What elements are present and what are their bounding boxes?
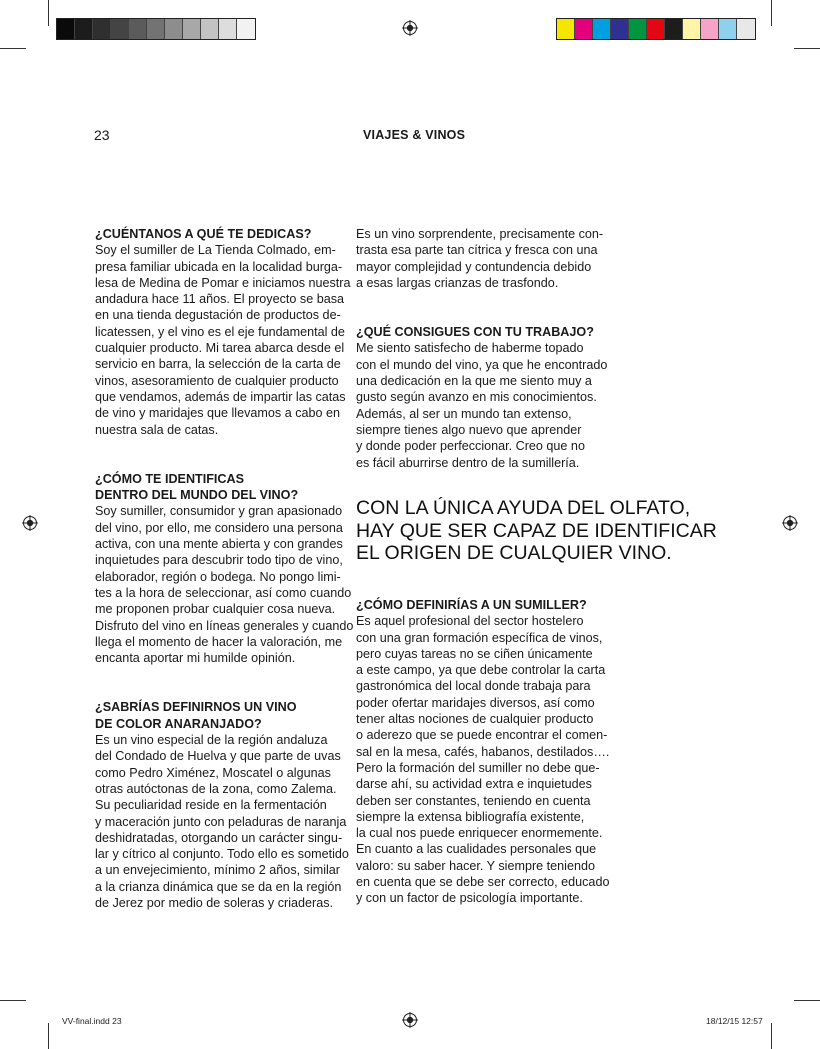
color-swatch	[57, 19, 75, 39]
color-swatch	[129, 19, 147, 39]
article-column-left	[95, 226, 354, 944]
page-number: 23	[94, 127, 110, 143]
body-text-line: inquietudes para descubrir todo tipo de vino,	[95, 553, 343, 568]
color-swatch	[557, 19, 575, 39]
body-text-line: pero cuyas tareas no se ciñen únicamente	[356, 646, 593, 661]
body-text-line: Pero la formación del sumiller no debe que-	[356, 760, 600, 775]
crop-mark	[771, 1023, 772, 1049]
color-swatch	[165, 19, 183, 39]
crop-mark	[794, 1000, 820, 1001]
body-text-line: a esas largas crianzas de trasfondo.	[356, 275, 559, 290]
body-text-line: vinos, asesoramiento de cualquier producto	[95, 373, 339, 388]
registration-mark-icon	[402, 20, 418, 36]
question-heading: ¿CÓMO DEFINIRÍAS A UN SUMILLER?	[356, 598, 587, 612]
body-text-line: Además, al ser un mundo tan extenso,	[356, 406, 572, 421]
body-text-line: Es aquel profesional del sector hostelero	[356, 614, 584, 629]
body-text-line: lar y cítrico al conjunto. Todo ello es sometido	[95, 847, 349, 862]
color-swatch	[237, 19, 255, 39]
qa-block	[95, 226, 351, 438]
color-swatch	[111, 19, 129, 39]
color-swatch	[701, 19, 719, 39]
body-text-line: tes a la hora de seleccionar, así como cuando	[95, 585, 352, 600]
body-text-line: y maceración junto con peladuras de naranja	[95, 814, 347, 829]
registration-mark-icon	[782, 515, 798, 531]
pull-quote-line: HAY QUE SER CAPAZ DE IDENTIFICAR	[356, 519, 717, 542]
question-heading: ¿CÓMO TE IDENTIFICAS	[95, 471, 245, 486]
registration-mark-icon	[402, 1012, 418, 1028]
file-slug: VV-final.indd 23	[62, 1016, 122, 1026]
question-heading: ¿CUÉNTANOS A QUÉ TE DEDICAS?	[95, 227, 312, 241]
body-text-line: y donde poder perfeccionar. Creo que no	[356, 439, 585, 454]
body-text-line: como Pedro Ximénez, Moscatel o algunas	[95, 765, 331, 780]
grayscale-calibration-bar	[56, 18, 256, 40]
pull-quote-line: CON LA ÚNICA AYUDA DEL OLFATO,	[356, 497, 691, 519]
body-text-line: nuestra sala de catas.	[95, 422, 219, 437]
qa-block	[356, 597, 616, 907]
body-text-line: la cual nos puede enriquecer enormemente.	[356, 826, 603, 841]
body-text-line: darse ahí, su actividad extra e inquietudes	[356, 777, 592, 792]
qa-block	[95, 699, 349, 911]
body-text-line: poder ofertar maridajes diversos, así como	[356, 695, 595, 710]
body-text-line: valoro: su saber hacer. Y siempre teniendo	[356, 858, 595, 873]
pull-quote-line: EL ORIGEN DE CUALQUIER VINO.	[356, 542, 672, 564]
body-text-line: Su peculiaridad reside en la fermentación	[95, 798, 327, 813]
body-text-line: deshidratadas, otorgando un carácter singu-	[95, 830, 343, 845]
body-text-line: de vino y maridajes que llevamos a cabo en	[95, 406, 341, 421]
body-text-line: lesa de Medina de Pomar e iniciamos nuestra	[95, 275, 351, 290]
body-text-line: Me siento satisfecho de haberme topado	[356, 341, 584, 356]
body-text-line: siempre tienes algo nuevo que aprender	[356, 422, 582, 437]
article-column-right-bottom	[356, 597, 616, 940]
body-text-line: andadura hace 11 años. El proyecto se basa	[95, 292, 345, 307]
question-heading: ¿SABRÍAS DEFINIRNOS UN VINO	[95, 700, 297, 715]
body-text-line: sal en la mesa, cafés, habanos, destilados….	[356, 744, 610, 759]
color-calibration-bar	[556, 18, 756, 40]
crop-mark	[794, 48, 820, 49]
body-text-line: encanta aportar mi humilde opinión.	[95, 651, 296, 666]
question-heading: DE COLOR ANARANJADO?	[95, 716, 262, 731]
color-swatch	[201, 19, 219, 39]
print-timestamp: 18/12/15 12:57	[706, 1016, 763, 1026]
color-swatch	[75, 19, 93, 39]
body-text-line: Es un vino especial de la región andaluza	[95, 733, 328, 748]
color-swatch	[147, 19, 165, 39]
color-swatch	[183, 19, 201, 39]
color-swatch	[629, 19, 647, 39]
crop-mark	[0, 48, 26, 49]
color-swatch	[593, 19, 611, 39]
body-text-line: gastronómica del local donde trabaja para	[356, 679, 591, 694]
body-text-line: una dedicación en la que me siento muy a	[356, 374, 592, 389]
body-text-line: tener altas nociones de cualquier producto	[356, 712, 594, 727]
pull-quote	[356, 497, 717, 565]
body-text-line: que vendamos, además de impartir las catas	[95, 389, 346, 404]
article-column-right-top	[356, 226, 616, 504]
body-text-line: con el mundo del vino, ya que he encontrado	[356, 357, 608, 372]
body-text-line: otras autóctonas de la zona, como Zalema.	[95, 781, 337, 796]
color-swatch	[719, 19, 737, 39]
color-swatch	[683, 19, 701, 39]
color-swatch	[219, 19, 237, 39]
crop-mark	[0, 1000, 26, 1001]
body-text-line: a la crianza dinámica que se da en la región	[95, 879, 342, 894]
registration-mark-icon	[22, 515, 38, 531]
body-text-line: gusto según avanzo en mis conocimientos.	[356, 390, 597, 405]
color-swatch	[665, 19, 683, 39]
crop-mark	[771, 0, 772, 26]
body-text-line: con una gran formación específica de vinos,	[356, 630, 603, 645]
body-text-line: Disfruto del vino en líneas generales y cuando	[95, 618, 354, 633]
qa-block	[356, 324, 616, 471]
body-text-line: Es un vino sorprendente, precisamente con-	[356, 227, 604, 241]
body-text-line: siempre la extensa bibliografía existente,	[356, 809, 585, 824]
body-text-line: a un envejecimiento, mínimo 2 años, similar	[95, 863, 340, 878]
body-text-line: me proponen probar cualquier cosa nueva.	[95, 602, 336, 617]
body-text-line: mayor complejidad y contundencia debido	[356, 259, 592, 274]
qa-block	[95, 471, 354, 667]
body-text-line: En cuanto a las cualidades personales que	[356, 842, 597, 857]
body-text-line: del Condado de Huelva y que parte de uvas	[95, 749, 341, 764]
body-text-line: presa familiar ubicada en la localidad burga-	[95, 259, 343, 274]
body-text-line: trasta esa parte tan cítrica y fresca con una	[356, 243, 598, 258]
body-text-line: es fácil aburrirse dentro de la sumillería.	[356, 455, 580, 470]
color-swatch	[611, 19, 629, 39]
body-text-line: en una tienda degustación de productos de-	[95, 308, 341, 323]
body-text-line: o aderezo que se puede encontrar el comen-	[356, 728, 608, 743]
body-text-line: en cuenta que se debe ser correcto, educado	[356, 875, 610, 890]
crop-mark	[48, 0, 49, 26]
qa-block	[356, 226, 616, 291]
body-text-line: servicio en barra, la selección de la carta de	[95, 357, 341, 372]
body-text-line: del vino, por ello, me considero una persona	[95, 520, 343, 535]
color-swatch	[575, 19, 593, 39]
body-text-line: a este campo, ya que debe controlar la carta	[356, 663, 606, 678]
body-text-line: Soy el sumiller de La Tienda Colmado, em-	[95, 243, 336, 258]
question-heading: ¿QUÉ CONSIGUES CON TU TRABAJO?	[356, 325, 594, 340]
body-text-line: cualquier producto. Mi tarea abarca desde el	[95, 341, 345, 356]
color-swatch	[93, 19, 111, 39]
color-swatch	[647, 19, 665, 39]
body-text-line: deben ser constantes, teniendo en cuenta	[356, 793, 591, 808]
body-text-line: activa, con una mente abierta y con grandes	[95, 537, 343, 552]
body-text-line: elaborador, región o bodega. No pongo limi-	[95, 569, 341, 584]
crop-mark	[48, 1023, 49, 1049]
body-text-line: llega el momento de hacer la valoración, me	[95, 634, 343, 649]
color-swatch	[737, 19, 755, 39]
body-text-line: de Jerez por medio de soleras y criaderas.	[95, 895, 333, 910]
body-text-line: licatessen, y el vino es el eje fundamental de	[95, 324, 345, 339]
body-text-line: Soy sumiller, consumidor y gran apasionado	[95, 504, 343, 519]
section-title: VIAJES & VINOS	[363, 128, 466, 142]
question-heading: DENTRO DEL MUNDO DEL VINO?	[95, 488, 299, 503]
body-text-line: y con un factor de psicología importante.	[356, 891, 583, 906]
